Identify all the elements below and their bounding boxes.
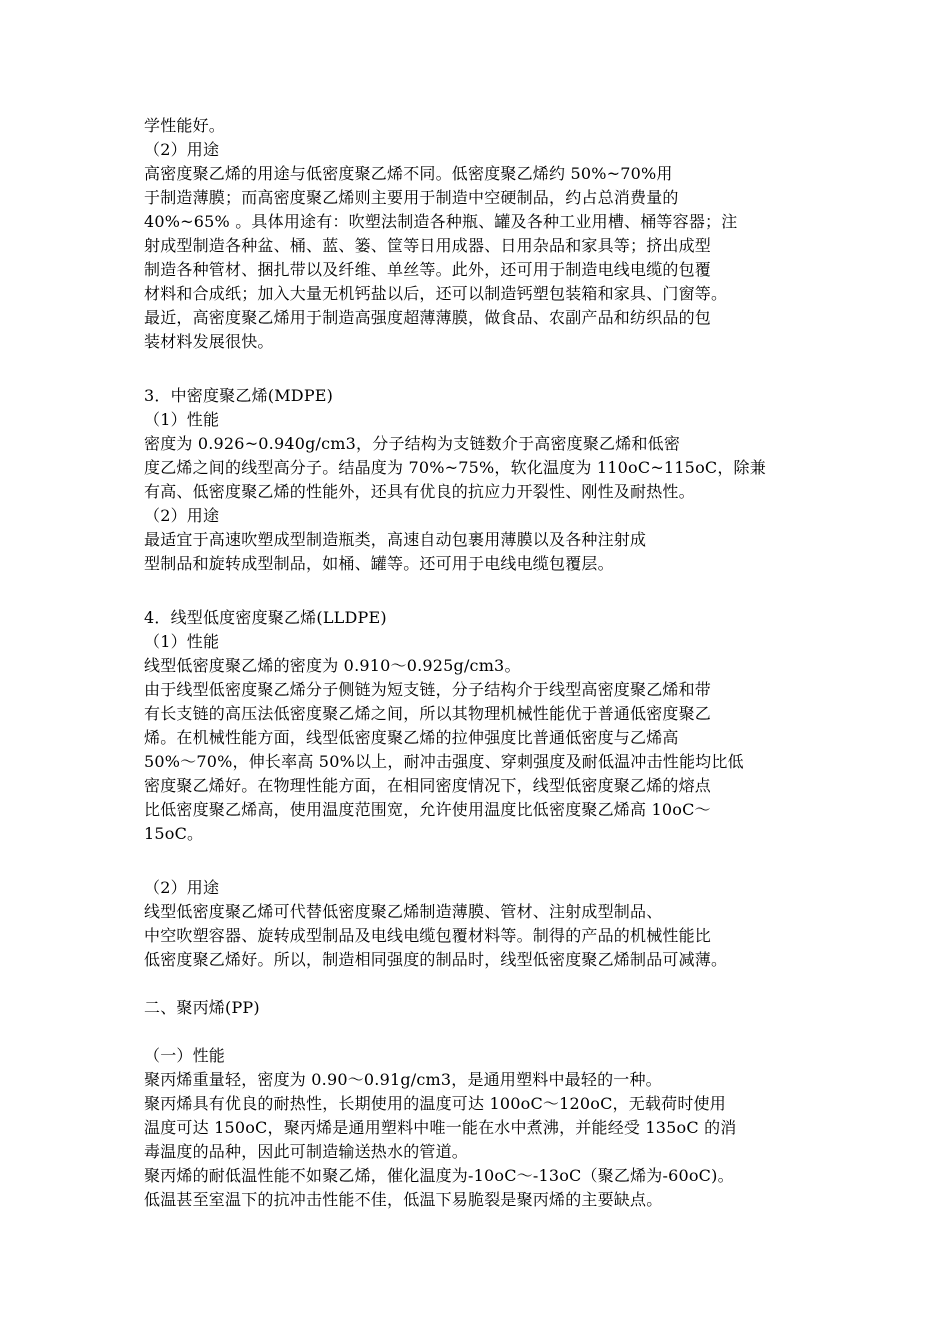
text-line: 度乙烯之间的线型高分子。结晶度为 70%~75%，软化温度为 110oC~115oC，除兼 — [144, 458, 766, 477]
section-heading: （2）用途 — [144, 140, 220, 159]
text-line: 聚丙烯具有优良的耐热性，长期使用的温度可达 100oC～120oC，无载荷时使用 — [144, 1094, 726, 1113]
text-line: 低密度聚乙烯好。所以，制造相同强度的制品时，线型低密度聚乙烯制品可减薄。 — [144, 950, 728, 969]
text-line: 50%～70%，伸长率高 50%以上，耐冲击强度、穿刺强度及耐低温冲击性能均比低 — [144, 752, 744, 771]
text-line: 密度为 0.926~0.940g/cm3，分子结构为支链数介于高密度聚乙烯和低密 — [144, 434, 681, 453]
text-line: 最适宜于高速吹塑成型制造瓶类，高速自动包裹用薄膜以及各种注射成 — [144, 530, 647, 549]
text-line: 最近，高密度聚乙烯用于制造高强度超薄薄膜，做食品、农副产品和纺织品的包 — [144, 308, 712, 327]
text-line: 温度可达 150oC，聚丙烯是通用塑料中唯一能在水中煮沸，并能经受 135oC 的消 — [144, 1118, 737, 1137]
section-heading: （1）性能 — [144, 410, 220, 429]
section-heading: （2）用途 — [144, 878, 220, 897]
text-line: 制造各种管材、捆扎带以及纤维、单丝等。此外，还可用于制造电线电缆的包覆 — [144, 260, 712, 279]
text-line: 40%~65% 。具体用途有：吹塑法制造各种瓶、罐及各种工业用槽、桶等容器；注 — [144, 212, 738, 231]
text-line: 15oC。 — [144, 824, 204, 843]
text-line: 聚丙烯重量轻，密度为 0.90～0.91g/cm3，是通用塑料中最轻的一种。 — [144, 1070, 662, 1089]
text-line: 高密度聚乙烯的用途与低密度聚乙烯不同。低密度聚乙烯约 50%~70%用 — [144, 164, 673, 183]
text-line: 型制品和旋转成型制品，如桶、罐等。还可用于电线电缆包覆层。 — [144, 554, 614, 573]
section-heading: 二、聚丙烯(PP) — [144, 998, 260, 1017]
text-line: 比低密度聚乙烯高，使用温度范围宽，允许使用温度比低密度聚乙烯高 10oC～ — [144, 800, 711, 819]
text-line: 低温甚至室温下的抗冲击性能不佳，低温下易脆裂是聚丙烯的主要缺点。 — [144, 1190, 663, 1209]
text-line: 材料和合成纸；加入大量无机钙盐以后，还可以制造钙塑包装箱和家具、门窗等。 — [144, 284, 728, 303]
text-line: 由于线型低密度聚乙烯分子侧链为短支链，分子结构介于线型高密度聚乙烯和带 — [144, 680, 712, 699]
text-line: 装材料发展很快。 — [144, 332, 274, 351]
text-line: 烯。在机械性能方面，线型低密度聚乙烯的拉伸强度比普通低密度与乙烯高 — [144, 728, 679, 747]
section-heading: （1）性能 — [144, 632, 220, 651]
section-heading: （一）性能 — [144, 1046, 226, 1065]
text-line: 中空吹塑容器、旋转成型制品及电线电缆包覆材料等。制得的产品的机械性能比 — [144, 926, 712, 945]
text-line: 学性能好。 — [144, 116, 226, 135]
text-line: 射成型制造各种盆、桶、蓝、篓、筐等日用成器、日用杂品和家具等；挤出成型 — [144, 236, 712, 255]
text-line: 线型低密度聚乙烯的密度为 0.910～0.925g/cm3。 — [144, 656, 521, 675]
section-heading: 4．线型低度密度聚乙烯(LLDPE) — [144, 608, 387, 627]
text-line: 有长支链的高压法低密度聚乙烯之间，所以其物理机械性能优于普通低密度聚乙 — [144, 704, 712, 723]
text-line: 聚丙烯的耐低温性能不如聚乙烯，催化温度为-10oC～-13oC（聚乙烯为-60oC)。 — [144, 1166, 734, 1185]
text-line: 于制造薄膜；而高密度聚乙烯则主要用于制造中空硬制品，约占总消费量的 — [144, 188, 679, 207]
text-line: 有高、低密度聚乙烯的性能外，还具有优良的抗应力开裂性、刚性及耐热性。 — [144, 482, 695, 501]
text-line: 密度聚乙烯好。在物理性能方面，在相同密度情况下，线型低密度聚乙烯的熔点 — [144, 776, 712, 795]
section-heading: （2）用途 — [144, 506, 220, 525]
section-heading: 3．中密度聚乙烯(MDPE) — [144, 386, 334, 405]
text-line: 毒温度的品种，因此可制造输送热水的管道。 — [144, 1142, 469, 1161]
text-line: 线型低密度聚乙烯可代替低密度聚乙烯制造薄膜、管材、注射成型制品、 — [144, 902, 663, 921]
